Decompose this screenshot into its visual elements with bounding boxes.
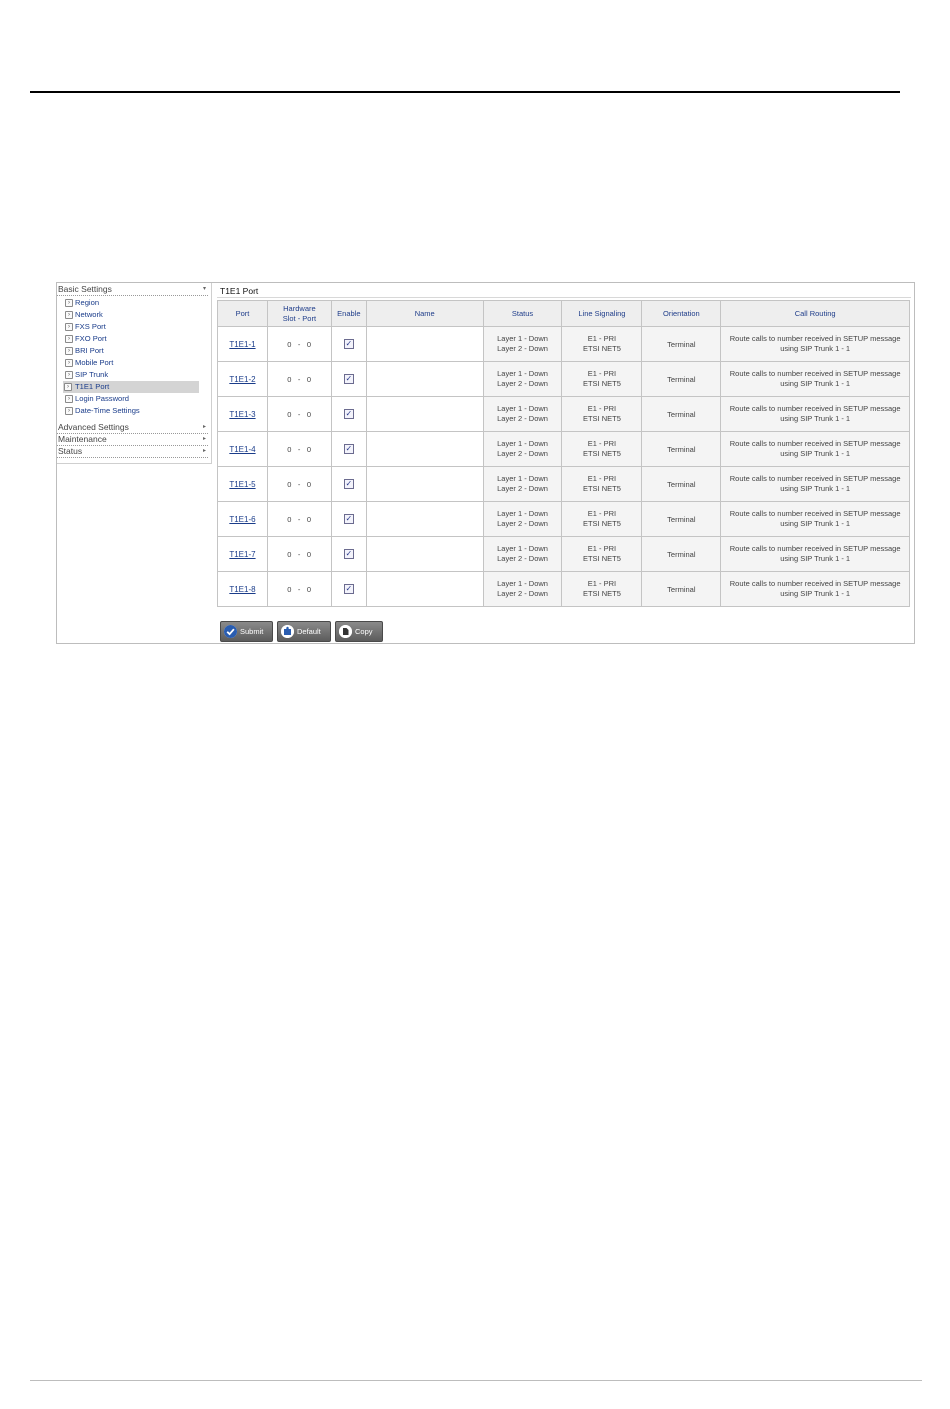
line-signaling-protocol: ETSI NET5	[582, 589, 621, 598]
line-signaling-cell	[562, 467, 642, 502]
orientation-cell: Terminal	[642, 397, 721, 432]
sidebar-group-label: Advanced Settings	[58, 422, 129, 432]
enable-checkbox[interactable]: ✓	[345, 339, 353, 348]
status-layer2: Layer 2 - Down	[497, 484, 548, 493]
hardware-port: 0	[306, 339, 312, 349]
arrow-right-icon: ›	[65, 407, 73, 415]
call-routing-line2: using SIP Trunk 1 - 1	[780, 554, 851, 563]
call-routing-line1: Route calls to number received in SETUP message	[729, 544, 901, 553]
chevron-down-icon: ▾	[202, 286, 206, 292]
hardware-separator: -	[297, 444, 301, 454]
line-signaling-type: E1 - PRI	[587, 544, 617, 553]
default-button[interactable]	[277, 621, 331, 642]
call-routing-cell	[721, 502, 910, 537]
column-header-line-signaling: Line Signaling	[562, 301, 642, 327]
port-link[interactable]: T1E1-5	[229, 479, 256, 489]
port-link[interactable]: T1E1-8	[229, 584, 256, 594]
port-cell	[218, 467, 268, 502]
sidebar-item-bri-port[interactable]	[57, 345, 199, 357]
status-layer1: Layer 1 - Down	[497, 579, 548, 588]
orientation-cell: Terminal	[642, 327, 721, 362]
hardware-separator: -	[297, 514, 301, 524]
enable-checkbox[interactable]: ✓	[345, 409, 353, 418]
hardware-slot: 0	[287, 409, 292, 419]
line-signaling-cell	[562, 362, 642, 397]
status-cell	[483, 467, 562, 502]
port-link[interactable]: T1E1-4	[229, 444, 256, 454]
status-layer1: Layer 1 - Down	[497, 404, 548, 413]
hardware-slot-port-cell	[267, 467, 331, 502]
status-cell	[483, 572, 562, 607]
port-link[interactable]: T1E1-7	[229, 549, 256, 559]
hardware-port: 0	[306, 374, 312, 384]
copy-button-label: Copy	[355, 627, 373, 636]
status-layer1: Layer 1 - Down	[497, 439, 548, 448]
port-cell	[218, 397, 268, 432]
sidebar-item-label: T1E1 Port	[75, 382, 110, 391]
table-row	[218, 502, 910, 537]
call-routing-line1: Route calls to number received in SETUP message	[729, 334, 901, 343]
status-layer1: Layer 1 - Down	[497, 369, 548, 378]
status-layer2: Layer 2 - Down	[497, 344, 548, 353]
column-header-status: Status	[483, 301, 562, 327]
line-signaling-cell	[562, 502, 642, 537]
call-routing-cell	[721, 432, 910, 467]
column-header-hardware	[267, 301, 331, 327]
line-signaling-protocol: ETSI NET5	[582, 554, 621, 563]
call-routing-line1: Route calls to number received in SETUP message	[729, 439, 901, 448]
port-cell	[218, 327, 268, 362]
port-link[interactable]: T1E1-3	[229, 409, 256, 419]
call-routing-line2: using SIP Trunk 1 - 1	[780, 449, 851, 458]
line-signaling-cell	[562, 397, 642, 432]
arrow-right-icon: ›	[65, 371, 73, 379]
enable-checkbox[interactable]: ✓	[345, 514, 353, 523]
arrow-right-icon: ›	[65, 347, 73, 355]
port-cell	[218, 502, 268, 537]
name-cell	[366, 572, 483, 607]
arrow-right-icon: ›	[65, 299, 73, 307]
status-cell	[483, 362, 562, 397]
enable-checkbox[interactable]: ✓	[345, 549, 353, 558]
orientation-cell: Terminal	[642, 432, 721, 467]
line-signaling-type: E1 - PRI	[587, 579, 617, 588]
call-routing-line2: using SIP Trunk 1 - 1	[780, 484, 851, 493]
line-signaling-cell	[562, 537, 642, 572]
sidebar-item-label: Login Password	[75, 394, 130, 403]
chevron-right-icon: ▸	[202, 424, 206, 430]
sidebar-nav-list	[57, 297, 211, 417]
arrow-right-icon: ›	[65, 359, 73, 367]
status-cell	[483, 537, 562, 572]
status-layer2: Layer 2 - Down	[497, 414, 548, 423]
enable-cell	[331, 397, 366, 432]
column-header-enable: Enable	[331, 301, 366, 327]
hardware-separator: -	[297, 374, 301, 384]
status-layer2: Layer 2 - Down	[497, 589, 548, 598]
orientation-cell: Terminal	[642, 467, 721, 502]
orientation-cell: Terminal	[642, 537, 721, 572]
call-routing-line2: using SIP Trunk 1 - 1	[780, 379, 851, 388]
status-layer2: Layer 2 - Down	[497, 449, 548, 458]
sidebar-item-label: BRI Port	[75, 346, 104, 355]
column-header-call-routing: Call Routing	[721, 301, 910, 327]
port-link[interactable]: T1E1-6	[229, 514, 256, 524]
table-row	[218, 467, 910, 502]
line-signaling-type: E1 - PRI	[587, 404, 617, 413]
check-icon	[224, 625, 237, 638]
call-routing-line1: Route calls to number received in SETUP message	[729, 509, 901, 518]
sidebar-item-date-time-settings[interactable]	[57, 405, 199, 417]
enable-checkbox[interactable]: ✓	[345, 444, 353, 453]
name-cell	[366, 467, 483, 502]
sidebar	[57, 283, 212, 464]
table-row	[218, 537, 910, 572]
enable-cell	[331, 327, 366, 362]
name-cell	[366, 362, 483, 397]
port-cell	[218, 537, 268, 572]
column-header-hardware-line2: Slot - Port	[282, 313, 317, 323]
status-layer2: Layer 2 - Down	[497, 554, 548, 563]
call-routing-cell	[721, 537, 910, 572]
enable-cell	[331, 572, 366, 607]
chevron-right-icon: ▸	[202, 436, 206, 442]
sidebar-group-status[interactable]	[57, 446, 208, 458]
sidebar-item-label: FXO Port	[75, 334, 107, 343]
call-routing-line1: Route calls to number received in SETUP message	[729, 404, 901, 413]
sidebar-item-region[interactable]	[57, 297, 199, 309]
arrow-right-icon: ›	[65, 335, 73, 343]
sidebar-item-label: Date-Time Settings	[75, 406, 140, 415]
hardware-separator: -	[297, 549, 301, 559]
status-cell	[483, 327, 562, 362]
hardware-slot: 0	[287, 584, 292, 594]
hardware-port: 0	[306, 444, 312, 454]
sidebar-item-t1e1-port[interactable]	[63, 381, 199, 393]
sidebar-item-label: FXS Port	[75, 322, 106, 331]
enable-checkbox[interactable]: ✓	[345, 584, 353, 593]
hardware-port: 0	[306, 514, 312, 524]
port-link[interactable]: T1E1-1	[229, 339, 256, 349]
line-signaling-type: E1 - PRI	[587, 369, 617, 378]
sidebar-item-mobile-port[interactable]	[57, 357, 199, 369]
table-row	[218, 362, 910, 397]
sidebar-item-login-password[interactable]	[57, 393, 199, 405]
sidebar-item-label: Mobile Port	[75, 358, 114, 367]
column-header-orientation: Orientation	[642, 301, 721, 327]
line-signaling-type: E1 - PRI	[587, 334, 617, 343]
call-routing-line2: using SIP Trunk 1 - 1	[780, 589, 851, 598]
line-signaling-protocol: ETSI NET5	[582, 449, 621, 458]
sidebar-group-maintenance[interactable]	[57, 434, 208, 446]
arrow-right-icon: ›	[65, 395, 73, 403]
main-panel	[217, 283, 911, 643]
hardware-slot: 0	[287, 374, 292, 384]
column-header-name: Name	[366, 301, 483, 327]
call-routing-line2: using SIP Trunk 1 - 1	[780, 519, 851, 528]
hardware-port: 0	[306, 409, 312, 419]
sidebar-group-label: Basic Settings	[58, 284, 112, 294]
sidebar-group-label: Status	[58, 446, 83, 456]
copy-button[interactable]	[335, 621, 383, 642]
port-link[interactable]: T1E1-2	[229, 374, 256, 384]
column-header-port: Port	[218, 301, 268, 327]
column-header-hardware-line1: Hardware	[283, 303, 316, 313]
status-layer1: Layer 1 - Down	[497, 474, 548, 483]
hardware-slot-port-cell	[267, 537, 331, 572]
orientation-cell: Terminal	[642, 362, 721, 397]
sidebar-item-label: SIP Trunk	[75, 370, 109, 379]
line-signaling-protocol: ETSI NET5	[582, 414, 621, 423]
port-cell	[218, 362, 268, 397]
status-layer1: Layer 1 - Down	[497, 334, 548, 343]
top-rule	[30, 91, 900, 93]
sidebar-item-sip-trunk[interactable]	[57, 369, 199, 381]
line-signaling-type: E1 - PRI	[587, 439, 617, 448]
sidebar-item-label: Region	[75, 298, 100, 307]
call-routing-line1: Route calls to number received in SETUP message	[729, 474, 901, 483]
sidebar-item-network[interactable]	[57, 309, 199, 321]
puzzle-icon	[281, 625, 294, 638]
table-row	[218, 327, 910, 362]
call-routing-cell	[721, 572, 910, 607]
hardware-separator: -	[297, 584, 301, 594]
hardware-port: 0	[306, 584, 312, 594]
hardware-slot: 0	[287, 549, 292, 559]
call-routing-cell	[721, 327, 910, 362]
call-routing-cell	[721, 397, 910, 432]
sidebar-item-fxs-port[interactable]	[57, 321, 199, 333]
line-signaling-cell	[562, 327, 642, 362]
hardware-slot-port-cell	[267, 572, 331, 607]
call-routing-line2: using SIP Trunk 1 - 1	[780, 414, 851, 423]
document-icon	[339, 625, 352, 638]
status-cell	[483, 502, 562, 537]
status-layer1: Layer 1 - Down	[497, 544, 548, 553]
t1e1-port-table	[217, 300, 910, 607]
hardware-slot-port-cell	[267, 397, 331, 432]
orientation-cell: Terminal	[642, 502, 721, 537]
table-row	[218, 397, 910, 432]
hardware-separator: -	[297, 479, 301, 489]
arrow-right-icon: ›	[64, 383, 72, 391]
chevron-right-icon: ▸	[202, 448, 206, 454]
submit-button-label: Submit	[240, 627, 264, 636]
status-cell	[483, 397, 562, 432]
hardware-slot-port-cell	[267, 432, 331, 467]
default-button-label: Default	[297, 627, 321, 636]
table-header-row	[218, 301, 910, 327]
line-signaling-cell	[562, 432, 642, 467]
name-cell	[366, 537, 483, 572]
sidebar-group-basic-settings[interactable]	[57, 284, 208, 296]
hardware-slot: 0	[287, 339, 292, 349]
status-layer2: Layer 2 - Down	[497, 379, 548, 388]
port-cell	[218, 572, 268, 607]
enable-cell	[331, 537, 366, 572]
bottom-rule	[30, 1380, 922, 1381]
sidebar-item-fxo-port[interactable]	[57, 333, 199, 345]
enable-cell	[331, 362, 366, 397]
table-row	[218, 432, 910, 467]
call-routing-line1: Route calls to number received in SETUP message	[729, 579, 901, 588]
enable-cell	[331, 432, 366, 467]
app-frame	[56, 282, 915, 644]
line-signaling-protocol: ETSI NET5	[582, 484, 621, 493]
line-signaling-protocol: ETSI NET5	[582, 344, 621, 353]
line-signaling-protocol: ETSI NET5	[582, 379, 621, 388]
table-body	[218, 327, 910, 607]
hardware-port: 0	[306, 479, 312, 489]
table-row	[218, 572, 910, 607]
call-routing-cell	[721, 362, 910, 397]
call-routing-cell	[721, 467, 910, 502]
line-signaling-type: E1 - PRI	[587, 509, 617, 518]
port-cell	[218, 432, 268, 467]
hardware-slot: 0	[287, 514, 292, 524]
hardware-slot-port-cell	[267, 362, 331, 397]
hardware-slot-port-cell	[267, 502, 331, 537]
status-layer1: Layer 1 - Down	[497, 509, 548, 518]
arrow-right-icon: ›	[65, 311, 73, 319]
hardware-separator: -	[297, 339, 301, 349]
hardware-slot: 0	[287, 444, 292, 454]
sidebar-group-label: Maintenance	[58, 434, 107, 444]
status-layer2: Layer 2 - Down	[497, 519, 548, 528]
submit-button[interactable]	[220, 621, 273, 642]
hardware-separator: -	[297, 409, 301, 419]
hardware-slot: 0	[287, 479, 292, 489]
enable-checkbox[interactable]: ✓	[345, 374, 353, 383]
line-signaling-type: E1 - PRI	[587, 474, 617, 483]
enable-checkbox[interactable]: ✓	[345, 479, 353, 488]
page-title: T1E1 Port	[217, 285, 911, 298]
hardware-port: 0	[306, 549, 312, 559]
name-cell	[366, 432, 483, 467]
call-routing-line2: using SIP Trunk 1 - 1	[780, 344, 851, 353]
orientation-cell: Terminal	[642, 572, 721, 607]
sidebar-group-advanced-settings[interactable]	[57, 422, 208, 434]
arrow-right-icon: ›	[65, 323, 73, 331]
name-cell	[366, 502, 483, 537]
status-cell	[483, 432, 562, 467]
line-signaling-protocol: ETSI NET5	[582, 519, 621, 528]
hardware-slot-port-cell	[267, 327, 331, 362]
sidebar-item-label: Network	[75, 310, 103, 319]
enable-cell	[331, 467, 366, 502]
enable-cell	[331, 502, 366, 537]
name-cell	[366, 327, 483, 362]
name-cell	[366, 397, 483, 432]
call-routing-line1: Route calls to number received in SETUP message	[729, 369, 901, 378]
line-signaling-cell	[562, 572, 642, 607]
